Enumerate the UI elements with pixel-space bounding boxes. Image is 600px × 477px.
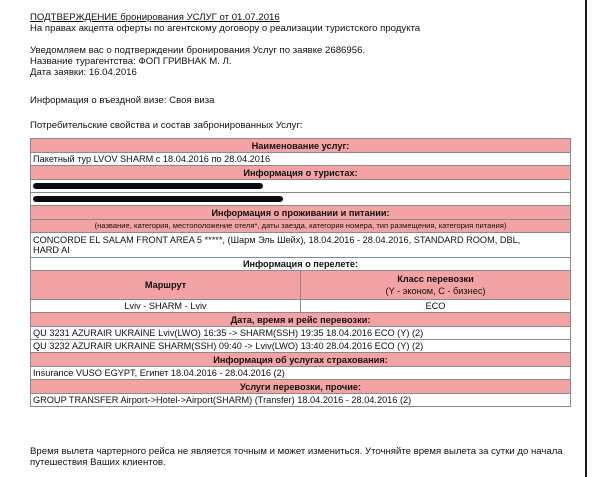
tourists-header: Информация о туристах: xyxy=(31,166,571,180)
redaction-mark xyxy=(33,183,263,189)
insurance-header: Информация об услугах страхования: xyxy=(31,353,571,367)
flight-row: QU 3231 AZURAIR UKRAINE Lviv(LWO) 16:35 -> SHARM(SSH) 19:35 18.04.2016 ECO (Y) (2) xyxy=(31,327,571,340)
redaction-mark xyxy=(33,196,283,202)
route-value: Lviv - SHARM - Lviv xyxy=(31,300,301,313)
visa-info: Информация о въездной визе: Своя виза xyxy=(30,95,215,106)
footer-line: путешествия Ваших клиентов. xyxy=(30,457,166,468)
accommodation-header: Информация о проживании и питании: xyxy=(31,206,571,220)
agency-name: Название турагентства: ФОП ГРИВНАК М. Л. xyxy=(30,56,232,67)
class-value: ECO xyxy=(301,300,571,313)
footer-line: Время вылета чартерного рейса не является точным и может измениться. Уточняйте время вылета за сутки до начала xyxy=(30,446,563,457)
accommodation-value xyxy=(31,233,571,258)
page-edge-divider xyxy=(585,0,587,477)
booking-notice: Уведомляем вас о подтверждении бронирования Услуг по заявке 2686956. xyxy=(30,45,366,56)
transport-value: GROUP TRANSFER Airport->Hotel->Airport(SHARM) (Transfer) 18.04.2016 - 28.04.2016 (2) xyxy=(31,394,571,407)
tourist-row-redacted xyxy=(31,193,571,206)
services-header: Наименование услуг: xyxy=(31,139,571,153)
tourist-row-redacted xyxy=(31,180,571,193)
accommodation-subheader: (название, категория, местоположение отеля*, даты заезда, категория номера, тип размещения, категория питания) xyxy=(31,220,571,233)
class-header-note: (Y - эконом, С - бизнес) xyxy=(385,286,486,296)
doc-title-text: ПОДТВЕРЖДЕНИЕ бронирования УСЛУГ от 01.07.2016 xyxy=(30,12,280,23)
class-header-title: Класс перевозки xyxy=(397,274,474,284)
doc-title xyxy=(30,12,280,23)
accommodation-line: HARD AI xyxy=(33,245,70,255)
transport-header: Услуги перевозки, прочие: xyxy=(31,380,571,394)
route-column-header: Маршрут xyxy=(31,271,301,300)
request-date: Дата заявки: 16.04.2016 xyxy=(30,67,137,78)
services-intro: Потребительские свойства и состав забронированных Услуг: xyxy=(30,120,303,131)
flight-row: QU 3232 AZURAIR UKRAINE SHARM(SSH) 09:40 -> Lviv(LWO) 13:40 28.04.2016 ECO (Y) (2) xyxy=(31,340,571,353)
class-column-header xyxy=(301,271,571,300)
insurance-value: Insurance VUSO EGYPT, Египет 18.04.2016 - 28.04.2016 (2) xyxy=(31,367,571,380)
footer-note xyxy=(30,446,563,468)
services-value: Пакетный тур LVOV SHARM с 18.04.2016 по 28.04.2016 xyxy=(31,153,571,166)
flight-header: Информация о перелете: xyxy=(31,258,571,271)
doc-subtitle: На правах акцепта оферты по агентскому договору о реализации туристского продукта xyxy=(30,23,421,34)
accommodation-line: CONCORDE EL SALAM FRONT AREA 5 *****, (Шарм Эль Шейх), 18.04.2016 - 28.04.2016, STANDARD ROOM, DBL, xyxy=(33,235,521,245)
booking-table xyxy=(30,138,571,407)
flights-header: Дата, время и рейс перевозки: xyxy=(31,313,571,327)
